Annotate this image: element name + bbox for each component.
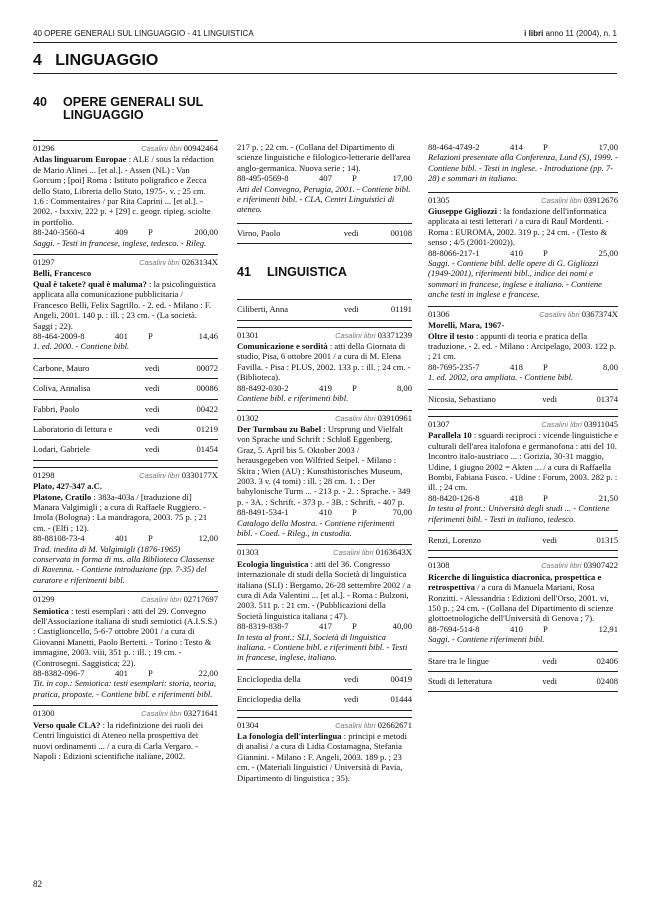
entry-body: : atti della Giornata di studio, Pisa, 6 ottobre 2001 / a cura di M. Elena Favilla. - Pisa : PLUS, 2002. 133 p. : ill. ; 24 cm. - (Biblioteca).	[237, 341, 411, 383]
entry-number: 01303	[237, 547, 259, 558]
isbn-line: 88-240-3560-4 409 P 200,00	[33, 227, 218, 238]
entry-01299	[33, 591, 218, 699]
entry-01302	[237, 410, 412, 539]
isbn-line: 88-8492-030-2 419 P 8,00	[237, 382, 412, 393]
casalini-ref: Casalini libri 03911045	[541, 418, 618, 429]
header-journal: i libri	[524, 29, 544, 38]
entry-01305	[428, 192, 618, 300]
entry-author: Plato, 427-347 a.C.	[33, 481, 102, 492]
entry-title: La fonologia dell'interlingua	[237, 731, 342, 742]
entry-body: : sguardi reciproci : vicende linguistiche e culturali dell'area italofona e germanofona : atti del 10. Incontro italo-austriaco ... : Gorizia, 30-31 maggio, Udine, 1 giugno 2002 = Akten ... / a cura di Raffaella Bombi, Fabiana Fusco. - Udine : Forum, 2003. 282 p. : ill. ; 24 cm.	[428, 430, 618, 493]
chapter-number: 4	[33, 52, 42, 69]
cross-ref[interactable]: Nicosia, Sebastiano vedi 01374	[428, 389, 618, 410]
entry-author: Belli, Francesco	[33, 268, 92, 279]
isbn-line: 88-8420-126-8 418 P 21,50	[428, 492, 618, 503]
entry-number: 01298	[33, 469, 55, 480]
entry-title: Parallela 10	[428, 430, 472, 441]
entry-01296	[33, 140, 218, 248]
entry-note: Atti del Convegno, Perugia, 2001. - Contiene bibl. e riferimenti bibl. - CLA, Centri Linguistici di ateneo.	[237, 183, 411, 215]
casalini-ref: Casalini libri 03910961	[335, 412, 412, 423]
entry-title: Oltre il testo	[428, 330, 474, 341]
header-rule	[33, 42, 617, 43]
isbn-line: 88-8491-534-1 410 P 70,00	[237, 507, 412, 518]
cross-ref[interactable]: Lodari, Gabriele vedi 01454	[33, 440, 218, 460]
entry-title: Comunicazione e sordità	[237, 341, 328, 352]
entry-01306	[428, 306, 618, 383]
entry-number: 01306	[428, 308, 450, 319]
section-title: OPERE GENERALI SUL LINGUAGGIO	[63, 95, 204, 122]
entry-note: In testa al front.: Università degli studi ... - Contiene riferimenti bibl. - Testi in italiano, tedesco.	[428, 503, 610, 524]
casalini-ref: Casalini libri 02662671	[335, 719, 412, 730]
cross-ref[interactable]: Stare tra le lingue vedi 02406	[428, 651, 618, 672]
casalini-ref: Casalini libri 02717697	[141, 594, 218, 605]
entry-title: Platone, Cratilo	[33, 491, 92, 502]
page-number: 82	[33, 879, 42, 889]
entry-body: : ALE / sous la rédaction de Mario Alinei ... [et al.]. - Assen (NL) : Van Gorcum ; [poi] Roma : Istituto poligrafico e Zecca dello Stato, Libreria dello Stato, 1975-. v. ; 25 cm. 1.6 : Commentaires / par Rita Caprini ... [et al.]. - 2002. - lxxxiv, 222 p. + [29] c. geogr. ripieg. sciolte in portfolio.	[33, 154, 214, 227]
isbn-line: 88-8066-217-1 410 P 25,00	[428, 247, 618, 258]
section-number: 40	[33, 95, 47, 109]
header-issue: anno 11 (2004), n. 1	[545, 29, 617, 38]
running-header	[33, 29, 617, 38]
entry-note: Saggi. - Testi in francese, inglese, tedesco. - Rileg.	[33, 237, 207, 248]
isbn-line: 88-8382-096-7 401 P 22,00	[33, 668, 218, 679]
entry-body: : la fondazione dell'informatica applicata ai testi letterari / a cura di Raul Mordenti. - Roma : EUROMA, 2002. 319 p. ; 24 cm. - (Testo & senso ; 4/5 (2001-2002)).	[428, 206, 609, 248]
entry-number: 01296	[33, 143, 55, 153]
entry-number: 01304	[237, 719, 259, 730]
chapter-name: LINGUAGGIO	[55, 52, 159, 69]
entry-title: Ecologia linguistica	[237, 558, 309, 569]
entry-note: Catalogo della Mostra. - Contiene riferimenti bibl. - Coed. - Rileg., in custodia.	[237, 517, 395, 538]
column-2	[237, 142, 412, 789]
isbn-line: 88-464-2009-8 401 P 14,46	[33, 330, 218, 341]
entry-title: Semiotica	[33, 605, 69, 616]
cross-references	[33, 358, 218, 461]
casalini-ref: Casalini libri 03271641	[141, 708, 218, 719]
casalini-ref: Casalini libri 03371239	[335, 329, 412, 340]
cross-ref[interactable]: Enciclopedia della vedi 01444	[237, 690, 412, 710]
entry-body: : principi e metodi di analisi / a cura di Lidia Costamagna, Stefania Giannini. - Milano : F. Angeli, 2003. 189 p. ; 23 cm. - (Materiali linguistici / Università di Pavia, Dipartimento di linguistica ; 35).	[237, 731, 407, 783]
entry-01304	[237, 717, 412, 783]
entry-note: In testa al front.: SLI, Società di linguistica italiana. - Contiene bibl. e riferimenti bibl. - Testi in francese, inglese, italiano.	[237, 631, 408, 663]
entry-01298	[33, 467, 218, 585]
entry-note: Relazioni presentate alla Conferenza, Lund (S), 1999. - Contiene bibl. - Testi in inglese. - Introduzione (pp. 7-28) e sommari in italiano.	[428, 152, 618, 184]
entry-number: 01307	[428, 418, 450, 429]
column-3	[428, 142, 618, 698]
entry-body: : Ursprung und Vielfalt von Sprache und Schrift : Schloß Eggenberg, Graz, 5. April bis 5. Oktober 2003 / herausgegeben von Wilfried Seipel. - Milano : Skira ; Wien (AU) : Kunsthistorisches Museum, 2003. 3 v. (4 tomi) : ill. ; 28 cm. 1. : Der babylonische Turm ... - 213 p. - 2. : Sprache. - 349 p. - 3A. : Schrift. - 373 p. - 3B. : Schrift. - 407 p.	[237, 423, 411, 507]
cross-ref[interactable]: Carbone, Mauro vedi 00072	[33, 358, 218, 379]
entry-01303	[237, 544, 412, 662]
chapter-title	[33, 52, 158, 70]
entry-number: 01301	[237, 329, 259, 340]
casalini-ref: Casalini libri 03907422	[541, 560, 618, 571]
section-title: LINGUISTICA	[267, 265, 347, 280]
cross-references	[237, 669, 412, 711]
cross-ref[interactable]: Laboratorio di lettura e vedi 01219	[33, 420, 218, 440]
entry-number: 01300	[33, 708, 55, 719]
casalini-ref: Casalini libri 0367374X	[539, 308, 618, 319]
entry-01301	[237, 327, 412, 404]
isbn-line: 88-88108-73-4 401 P 12,00	[33, 533, 218, 544]
cross-ref[interactable]: Studi di letteratura vedi 02408	[428, 672, 618, 692]
entry-title: Giuseppe Gigliozzi	[428, 206, 497, 217]
cross-ref[interactable]: Fabbri, Paolo vedi 00422	[33, 400, 218, 420]
cross-ref[interactable]: Renzi, Lorenzo vedi 01315	[428, 530, 618, 551]
entry-title: Qual è takete? qual è maluma?	[33, 278, 147, 289]
entry-note: Trad. inedita di M. Valgimigli (1876-1965) conservata in forma di ms. alla Biblioteca Classense di Ravenna. - Contiene introduzione (pp. 7-35) del curatore e riferimenti bibl.	[33, 543, 215, 585]
entry-title: Der Turmbau zu Babel	[237, 423, 322, 434]
isbn-line: 88-7695-235-7 418 P 8,00	[428, 361, 618, 372]
entry-01297	[33, 254, 218, 352]
entry-body: : 383a-403a / [traduzione di] Manara Valgimigli ; a cura di Raffaele Ruggiero. - Imola (Bologna) : La mandragora, 2003. 75 p. ; 21 cm. - (Elfi ; 12).	[33, 491, 208, 533]
casalini-ref: Casalini libri 0263134X	[139, 257, 218, 268]
entry-note: Contiene bibl. e riferimenti bibl.	[237, 393, 349, 404]
entry-title: Atlas linguarum Europae	[33, 154, 127, 165]
entry-note: Tit. in cop.: Semiotica: testi esemplari: storia, teoria, pratica, proposte. - Contiene bibl. e riferimenti bibl.	[33, 678, 217, 699]
isbn-line: 88-8319-838-7 417 P 40,00	[237, 621, 412, 632]
casalini-ref: Casalini libri 03912676	[541, 194, 618, 205]
entry-body: : testi esemplari : atti del 29. Convegno dell'Associazione italiana di studi semiotici (A.I.S.S.) : Castiglioncello, 5-6-7 ottobre 2001 / a cura di Giovanni Manetti, Paolo Bertetti. - Torino : Testo & immagine, 2003. viii, 351 p. : ill. ; 19 cm. - (Controsegni. Saggistica; 22).	[33, 605, 218, 668]
entry-note: 1. ed. 2002, ora ampliata. - Contiene bibl.	[428, 372, 574, 383]
casalini-ref: Casalini libri 0163643X	[333, 547, 412, 558]
header-right	[524, 29, 617, 38]
cross-references	[428, 651, 618, 693]
isbn-line: 88-495-0569-8 407 P 17,00	[237, 173, 412, 184]
entry-body: : la ridefinizione dei ruoli dei Centri linguistici di Ateneo nella prospettiva dei nuovi ordinamenti ... / a cura di Carla Vergaro. - Napoli : Edizioni scientifiche italiane, 2002.	[33, 719, 204, 761]
entry-number: 01299	[33, 594, 55, 605]
casalini-ref: Casalini libri 00942464	[141, 143, 218, 153]
entry-number: 01308	[428, 560, 450, 571]
entry-author: Morelli, Mara, 1967-	[428, 320, 505, 331]
section-number: 41	[237, 265, 251, 280]
column-1	[33, 96, 218, 767]
entry-title: Verso quale CLA?	[33, 719, 101, 730]
cross-ref[interactable]: Coliva, Annalisa vedi 00086	[33, 379, 218, 399]
entry-number: 01305	[428, 194, 450, 205]
cross-ref[interactable]: Enciclopedia della vedi 00419	[237, 669, 412, 690]
entry-body: : atti del 36. Congresso internazionale di studi della Società di linguistica italiana (SLI) : Bergamo, 26-28 settembre 2002 / a cura di Ada Valentini ... [et al.]. - Roma : Bulzoni, 2003. 511 p. : 21 cm. - (Pubblicazioni della Società linguistica italiana ; 47).	[237, 558, 411, 621]
entry-note: Saggi. - Contiene riferimenti bibl.	[428, 634, 545, 645]
section-41-heading	[237, 266, 412, 279]
entry-body: : la psicolinguistica applicata alla comunicazione pubblicitaria / Francesco Belli, Felix Sagrillo. - 2. ed. - Milano : F. Angeli, 2001. 140 p. : ill. ; 23 cm. - (La società. Saggi ; 22).	[33, 278, 216, 331]
entry-title: Ricerche di linguistica diacronica, prospettica e retrospettiva	[428, 571, 602, 593]
casalini-ref: Casalini libri 0330177X	[139, 469, 218, 480]
chapter-rule	[33, 73, 617, 74]
entry-number: 01297	[33, 257, 55, 268]
cross-ref[interactable]: Ciliberti, Anna vedi 01191	[237, 299, 412, 320]
entry-01300-continued	[237, 142, 412, 215]
entry-01308	[428, 557, 618, 644]
section-40-heading	[33, 96, 218, 122]
entry-note: 1. ed. 2000. - Contiene bibl.	[33, 341, 130, 352]
entry-number: 01302	[237, 412, 259, 423]
header-left: 40 OPERE GENERALI SUL LINGUAGGIO - 41 LINGUISTICA	[33, 29, 254, 38]
isbn-line: 88-464-4749-2 414 P 17,00	[428, 142, 618, 152]
entry-body: / a cura di Manuela Mariani, Rosa Ronzitti. - Alessandria : Edizioni dell'Orso, 2001. vi, 150 p. ; 24 cm. - (Collana del Dipartimento di scienze glottoetnologiche dell'Università di Genova ; 7).	[428, 582, 614, 624]
entry-body: : appunti di teoria e pratica della traduzione. - 2. ed. - Milano : Arcipelago, 2003. 122 p. ; 21 cm.	[428, 330, 617, 362]
entry-01304-continued	[428, 142, 618, 184]
entry-01307	[428, 416, 618, 524]
entry-01300	[33, 705, 218, 761]
isbn-line: 88-7694-514-8 410 P 12,91	[428, 623, 618, 634]
cross-ref[interactable]: Virno, Paolo vedi 00108	[237, 223, 412, 244]
entry-note: Saggi. - Contiene bibl. delle opere di G. Gigliozzi (1949-2001), riferimenti bibl., indice dei nomi e sommari in francese, inglese e italiano. - Contiene anche testi in inglese e francese.	[428, 258, 602, 300]
entry-body: 217 p. ; 22 cm. - (Collana del Dipartimento di scienze linguistiche e filologico-letterarie dell'area anglo-germanica. Nuova serie ; 14).	[237, 142, 411, 173]
